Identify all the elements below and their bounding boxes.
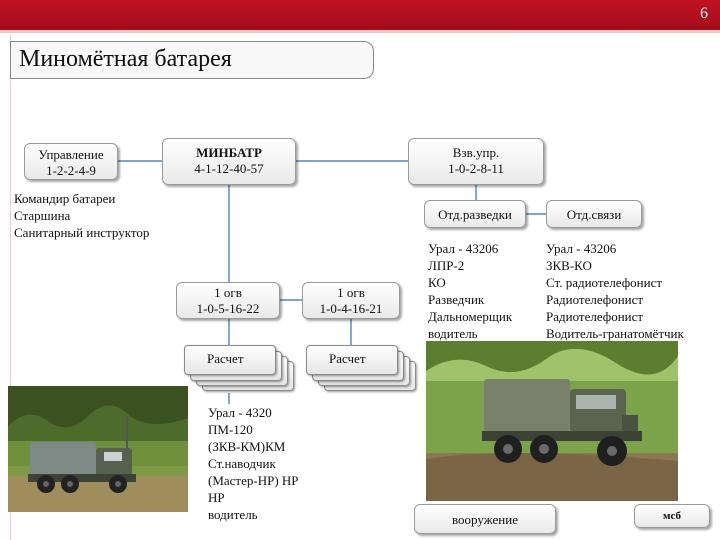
raschet-stack-2[interactable] xyxy=(306,345,418,393)
armament-button[interactable] xyxy=(414,504,556,534)
node-code: 1-0-2-8-11 xyxy=(448,161,504,176)
list-item: водитель xyxy=(208,507,258,522)
list-item: Ст.наводчик xyxy=(208,456,276,471)
list-item: Урал - 43206 xyxy=(546,241,617,256)
page-number: 6 xyxy=(700,5,708,22)
node-label: Отд.разведки xyxy=(438,207,512,222)
list-item: Радиотелефонист xyxy=(546,292,644,307)
node-ogv-2[interactable] xyxy=(302,282,400,319)
list-item: Разведчик xyxy=(428,292,485,307)
list-item: Ст. радиотелефонист xyxy=(546,275,663,290)
button-label: мсб xyxy=(662,510,681,522)
node-code: 1-2-2-4-9 xyxy=(46,163,96,178)
list-item: Санитарный инструктор xyxy=(14,225,150,240)
raschet-label: Расчет xyxy=(184,345,276,375)
razvedka-list xyxy=(428,240,512,342)
node-code: 1-0-4-16-21 xyxy=(319,301,383,316)
list-item: Дальномерщик xyxy=(428,309,513,324)
command-staff-list xyxy=(14,190,149,241)
truck-photo-right xyxy=(426,341,678,501)
node-label: МИНБАТР xyxy=(196,145,262,160)
list-item: ЛПР-2 xyxy=(428,258,465,273)
list-item: Урал - 43206 xyxy=(428,241,499,256)
node-ogv-1[interactable] xyxy=(176,282,280,319)
list-item: Командир батареи xyxy=(14,191,116,206)
list-item: КО xyxy=(428,275,446,290)
list-item: ЗКВ-КО xyxy=(546,258,592,273)
raschet-list xyxy=(208,404,299,523)
node-label: 1 огв xyxy=(337,285,365,300)
list-item: (ЗКВ-КМ)КМ xyxy=(208,439,286,454)
node-vzv-upr[interactable] xyxy=(408,138,544,185)
list-item: Старшина xyxy=(14,208,71,223)
raschet-stack-1[interactable] xyxy=(184,345,296,393)
node-upravlenie[interactable] xyxy=(24,143,118,180)
node-label: 1 огв xyxy=(214,285,242,300)
msb-button[interactable] xyxy=(634,504,710,528)
node-code: 4-1-12-40-57 xyxy=(194,161,264,176)
list-item: Урал - 4320 xyxy=(208,405,272,420)
list-item: ПМ-120 xyxy=(208,422,253,437)
list-item: (Мастер-НР) НР xyxy=(208,473,299,488)
node-label: Взв.упр. xyxy=(452,145,500,160)
node-otd-razvedki[interactable] xyxy=(424,200,526,228)
list-item: НР xyxy=(208,490,225,505)
node-otd-svyazi[interactable] xyxy=(546,200,642,228)
page-title: Миномётная батарея xyxy=(10,41,374,79)
truck-photo-left xyxy=(8,386,188,512)
svyaz-list xyxy=(546,240,684,342)
list-item: Радиотелефонист xyxy=(546,309,644,324)
list-item: Водитель-гранатомётчик xyxy=(546,326,684,341)
node-label: Отд.связи xyxy=(566,207,622,222)
raschet-label: Расчет xyxy=(306,345,398,375)
list-item: водитель xyxy=(428,326,478,341)
button-label: вооружение xyxy=(452,512,518,527)
node-minbatr[interactable] xyxy=(162,138,296,185)
node-label: Управление xyxy=(38,147,104,162)
node-code: 1-0-5-16-22 xyxy=(196,301,260,316)
